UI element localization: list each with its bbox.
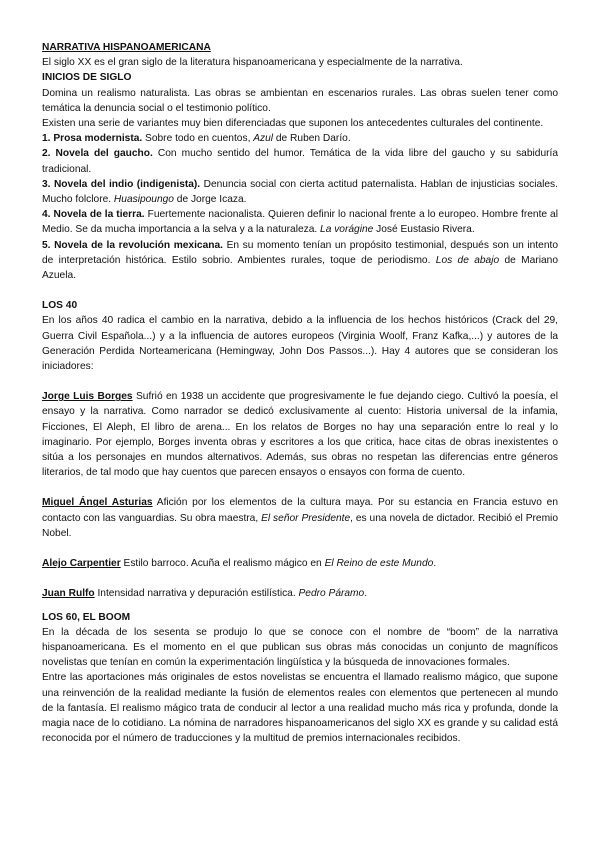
author-text: Sufrió en 1938 un accidente que progresivamente le fue dejando ciego. Cultivó la poesía, el ensayo y la narrativa. Como narrador se dedicó exclusivamente al cuento: Historia universal de la infamia, Ficciones, El Aleph, El libro de arena... En los relatos de Borges no hay una separación entre lo real y lo imaginario. Por ejemplo, Borges inventa obras y escritores a los que critica, hace citas de obras inexistentes o sitúa a los personajes en mundos alternativos. Además, sus obras no respetan las diferencias entre géneros literarios, de tal modo que hay cuentos que parecen ensayos o ensayos con forma de cuento. [42,391,558,479]
list-item-text: de Jorge Icaza. [173,194,247,206]
author-text: Intensidad narrativa y depuración estilística. [94,588,299,600]
paragraph: Existen una serie de variantes muy bien diferenciadas que suponen los antecedentes culturales del continente. [42,118,544,130]
list-item-text: de Mariano Azuela. [42,254,558,282]
list-item-label: 3. Novela del indio (indigenista). [42,178,201,190]
list-item [42,207,558,237]
work-title: Azul [253,133,274,145]
list-item [42,131,558,146]
work-title: Los de abajo [435,254,500,266]
paragraph: Entre las aportaciones más originales de estos novelistas se encuentra el llamado realismo mágico, que supone una reinvención de la realidad mediante la fusión de elementos reales con elementos que pertenecen al mundo de la fantasía. El realismo mágico trata de conducir al lector a una realidad mucho más rica y profunda, donde la magia nace de lo cotidiano. La nómina de narradores hispanoamericanos del siglo XX es grande y su calidad está reconocida por el número de traducciones y la multitud de premios internacionales recibidos. [42,672,558,745]
author-paragraph-asturias [42,495,558,541]
author-name: Miguel Ángel Asturias [42,497,153,509]
author-paragraph-borges [42,389,558,480]
document-page [42,40,558,746]
author-text: . [433,558,437,570]
list-item-text: Con mucho sentido del humor. Temática de la vida libre del gaucho y su sabiduría tradicional. [42,148,558,175]
section-heading-boom: LOS 60, EL BOOM [42,611,131,623]
intro-paragraph: El siglo XX es el gran siglo de la literatura hispanoamericana y especialmente de la narrativa. [42,57,463,69]
work-title: El señor Presidente [261,512,351,524]
paragraph: En los años 40 radica el cambio en la narrativa, debido a la influencia de los hechos históricos (Crack del 29, Guerra Civil Española...) y a la influencia de autores europeos (Virginia Woolf, Franz Kafka,...) y autores de la Generación Perdida Norteamericana (Hemingway, John Dos Passos...). Hay 4 autores que se consideran los iniciadores: [42,315,558,373]
author-text: Afición por los elementos de la cultura maya. Por su estancia en Francia estuvo en contacto con las vanguardias. Su obra maestra, [42,497,559,524]
author-name: Juan Rulfo [42,588,95,600]
author-text: Estilo barroco. Acuña el realismo mágico en [120,558,325,570]
list-item-text: Fuertemente nacionalista. Quieren definir lo nacional frente a lo europeo. Hombre frente al Medio. Se da mucha importancia a la selva y a la naturaleza. [42,209,558,236]
paragraph: Domina un realismo naturalista. Las obras se ambientan en escenarios rurales. Las obras suelen tener como temática la denuncia social o el testimonio político. [42,87,558,114]
author-text: , es una novela de dictador. Recibió el Premio Nobel. [42,512,558,539]
list-item-text: de Ruben Darío. [273,133,351,145]
list-item [42,238,558,284]
list-item-label: 2. Novela del gaucho. [42,148,153,160]
paragraph: En la década de los sesenta se produjo lo que se conoce con el nombre de “boom” de la narrativa hispanoamericana. Es el momento en el que publican sus obras más conocidas un conjunto de magníficos novelistas que tenían en común la experimentación lingüística y la búsqueda de innovaciones formales. [42,626,558,669]
author-name: Alejo Carpentier [42,558,121,570]
work-title: Pedro Páramo [298,588,365,600]
section-heading-los40: LOS 40 [42,300,78,312]
author-name: Jorge Luis Borges [42,391,133,403]
author-paragraph-rulfo [42,586,558,601]
list-item-text: Sobre todo en cuentos, [142,133,254,145]
document-title: NARRATIVA HISPANOAMERICANA [42,42,211,53]
list-item [42,177,558,207]
work-title: El Reino de este Mundo [324,558,434,570]
list-item-label: 4. Novela de la tierra. [42,209,145,221]
author-paragraph-carpentier [42,556,558,571]
section-heading-inicios: INICIOS DE SIGLO [42,72,132,84]
work-title: Huasipoungo [113,194,174,206]
author-text: . [364,588,368,600]
list-item-text: Denuncia social con cierta actitud paternalista. Hablan de injusticias sociales. Mucho folclore. [42,178,558,206]
list-item-text: En su momento tenían un propósito testimonial, después son un intento de interpretación histórica. Estilo sobrio. Ambientes rurales, toque de periodismo. [42,239,558,266]
work-title: La vorágine [320,224,374,236]
list-item-label: 5. Novela de la revolución mexicana. [42,239,223,251]
list-item-label: 1. Prosa modernista. [42,133,143,145]
list-item [42,146,558,176]
list-item-text: José Eustasio Rivera. [373,224,475,236]
